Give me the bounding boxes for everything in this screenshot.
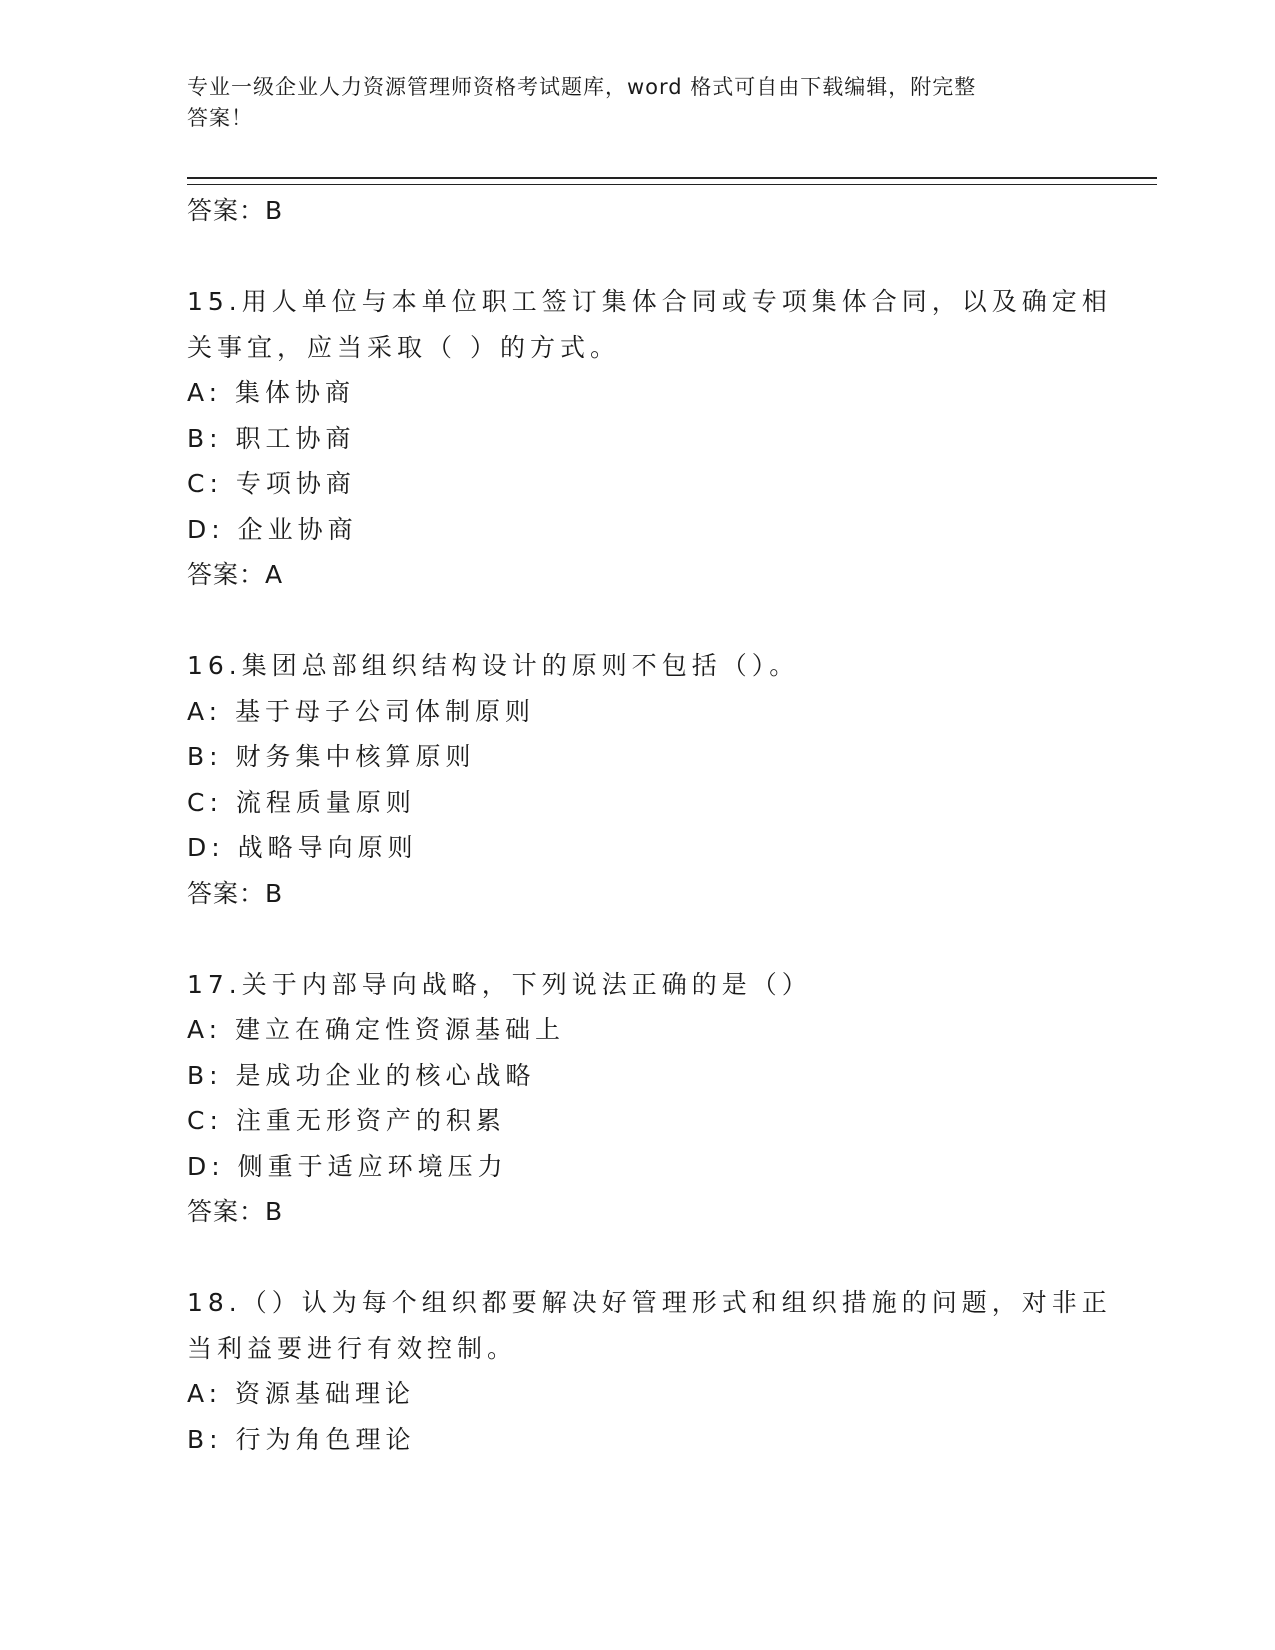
question-15-text-line-2: 关事宜，应当采取（ ）的方式。 bbox=[187, 332, 620, 362]
header-rule-thick bbox=[187, 177, 1157, 179]
question-17-option-b: B: 是成功企业的核心战略 bbox=[187, 1060, 536, 1090]
question-15 bbox=[187, 279, 1112, 598]
question-15-option-b: B: 职工协商 bbox=[187, 423, 356, 453]
question-15-text-line-1: 15.用人单位与本单位职工签订集体合同或专项集体合同，以及确定相 bbox=[187, 287, 1112, 316]
question-17-option-c: C: 注重无形资产的积累 bbox=[187, 1106, 506, 1135]
question-16-text-line-1: 16.集团总部组织结构设计的原则不包括（）。 bbox=[187, 651, 800, 680]
question-17-option-d: D: 侧重于适应环境压力 bbox=[187, 1151, 508, 1181]
question-17-option-a: A: 建立在确定性资源基础上 bbox=[187, 1015, 566, 1044]
header-line-1: 专业一级企业人力资源管理师资格考试题库，word 格式可自由下载编辑，附完整 bbox=[187, 75, 977, 99]
question-17-answer: 答案：B bbox=[187, 1197, 284, 1226]
question-18-option-b: B: 行为角色理论 bbox=[187, 1424, 416, 1454]
question-16 bbox=[187, 643, 1087, 916]
question-16-option-c: C: 流程质量原则 bbox=[187, 787, 416, 817]
question-17 bbox=[187, 962, 1087, 1235]
question-16-option-b: B: 财务集中核算原则 bbox=[187, 742, 476, 771]
answer-14: 答案：B bbox=[187, 196, 284, 225]
question-16-option-d: D: 战略导向原则 bbox=[187, 833, 418, 862]
question-15-answer: 答案：A bbox=[187, 560, 284, 589]
question-15-option-a: A: 集体协商 bbox=[187, 378, 356, 407]
question-18-option-a: A: 资源基础理论 bbox=[187, 1379, 416, 1408]
spacer bbox=[187, 598, 1087, 644]
question-18-text-line-1: 18.（）认为每个组织都要解决好管理形式和组织措施的问题，对非正 bbox=[187, 1288, 1112, 1317]
question-15-option-c: C: 专项协商 bbox=[187, 469, 356, 498]
spacer bbox=[187, 234, 1087, 280]
question-17-text-line-1: 17.关于内部导向战略，下列说法正确的是（） bbox=[187, 969, 812, 999]
header-rule-thin bbox=[187, 184, 1157, 185]
question-18 bbox=[187, 1280, 1112, 1462]
question-16-option-a: A: 基于母子公司体制原则 bbox=[187, 696, 536, 726]
header-line-2: 答案！ bbox=[187, 106, 253, 130]
question-list bbox=[187, 188, 1112, 1462]
question-18-text-line-2: 当利益要进行有效控制。 bbox=[187, 1333, 518, 1363]
question-15-option-d: D: 企业协商 bbox=[187, 514, 358, 544]
spacer bbox=[187, 1235, 1087, 1281]
question-16-answer: 答案：B bbox=[187, 878, 284, 908]
spacer bbox=[187, 916, 1087, 962]
document-header bbox=[187, 72, 1067, 134]
